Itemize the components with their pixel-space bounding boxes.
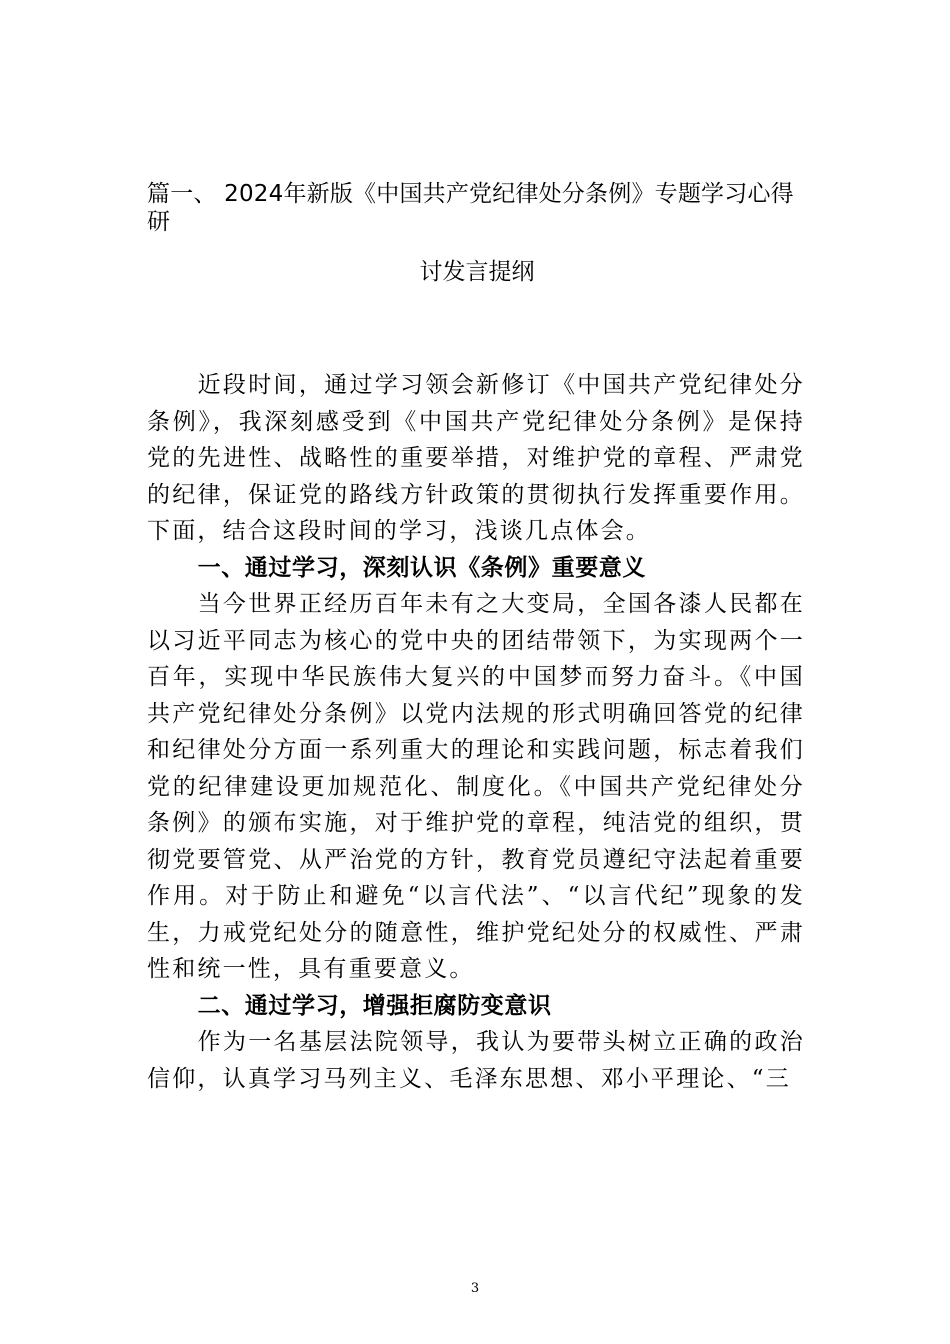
- section-2-paragraph: 作为一名基层法院领导，我认为要带头树立正确的政治信仰，认真学习马列主义、毛泽东思想、邓小平理论、“三: [147, 1029, 805, 1092]
- page-number: 3: [470, 1281, 480, 1296]
- document-title-line-3: 讨发言提纲: [419, 259, 535, 285]
- intro-paragraph: 近段时间，通过学习领会新修订《中国共产党纪律处分条例》，我深刻感受到《中国共产党纪律处分条例》是保持党的先进性、战略性的重要举措，对维护党的章程、严肃党的纪律，保证党的路线方针政策的贯彻执行发挥重要作用。下面，结合这段时间的学习，浅谈几点体会。: [147, 372, 805, 544]
- document-body: [147, 367, 805, 1097]
- section-1-heading: 一、通过学习，深刻认识《条例》重要意义: [197, 554, 646, 581]
- section-1-paragraph: 当今世界正经历百年未有之大变局，全国各漆人民都在以习近平同志为核心的党中央的团结带领下，为实现两个一百年，实现中华民族伟大复兴的中国梦而努力奋斗。《中国共产党纪律处分条例》以党内法规的形式明确回答党的纪律和纪律处分方面一系列重大的理论和实践问题，标志着我们党的纪律建设更加规范化、制度化。《中国共产党纪律处分条例》的颁布实施，对于维护党的章程，纯洁党的组织，贯彻党要管党、从严治党的方针，教育党员遵纪守法起着重要作用。对于防止和避免“以言代法”、“以言代纪”现象的发生，力戒党纪处分的随意性，维护党纪处分的权威性、严肃性和统一性，具有重要意义。: [147, 591, 805, 982]
- document-title-line-1: 篇一、 2024年新版《中国共产党纪律处分条例》专题学习心得: [147, 181, 794, 207]
- section-2-heading: 二、通过学习，增强拒腐防变意识: [197, 992, 552, 1019]
- document-title-line-2: 研: [147, 209, 170, 235]
